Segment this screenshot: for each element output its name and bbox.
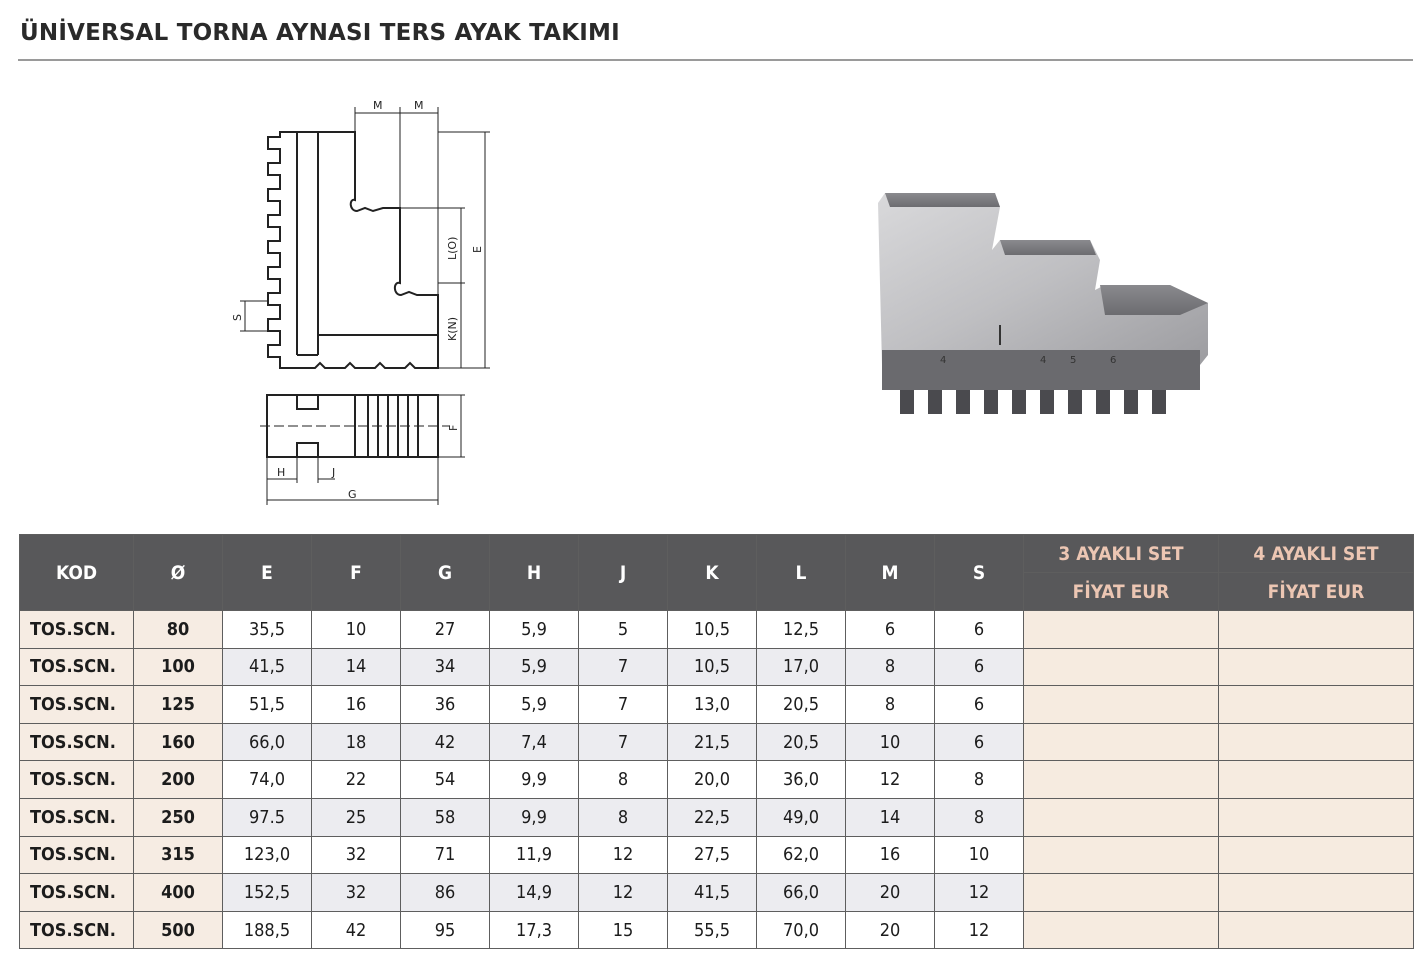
dim-label-s: S (231, 314, 244, 321)
table-cell: 36,0 (757, 761, 846, 799)
table-cell: 9,9 (490, 761, 579, 799)
price-cell-set4 (1219, 648, 1414, 686)
table-cell: 8 (579, 798, 668, 836)
photo-mark-1: 4 (940, 355, 947, 366)
table-cell: 6 (935, 723, 1024, 761)
table-cell: 12 (846, 761, 935, 799)
table-cell: 62,0 (757, 836, 846, 874)
table-cell: 100 (134, 648, 223, 686)
table-cell: 12,5 (757, 611, 846, 649)
title-divider (18, 59, 1413, 61)
table-cell: 8 (579, 761, 668, 799)
table-cell: 160 (134, 723, 223, 761)
table-cell: 7 (579, 686, 668, 724)
page-title: ÜNİVERSAL TORNA AYNASI TERS AYAK TAKIMI (20, 20, 620, 46)
price-cell-set4 (1219, 761, 1414, 799)
table-cell: 27,5 (668, 836, 757, 874)
table-cell: 12 (579, 836, 668, 874)
table-cell: TOS.SCN. (20, 836, 134, 874)
header-h: H (490, 535, 579, 611)
table-cell: 7,4 (490, 723, 579, 761)
table-row (20, 611, 1414, 649)
table-cell: 20,5 (757, 723, 846, 761)
table-cell: 17,0 (757, 648, 846, 686)
table-cell: 41,5 (668, 874, 757, 912)
table-cell: 58 (401, 798, 490, 836)
table-cell: 500 (134, 911, 223, 949)
product-photo (870, 185, 1215, 425)
table-cell: 66,0 (223, 723, 312, 761)
table-cell: 5,9 (490, 686, 579, 724)
table-cell: 123,0 (223, 836, 312, 874)
table-cell: 8 (846, 686, 935, 724)
price-cell-set3 (1024, 723, 1219, 761)
table-cell: 10,5 (668, 611, 757, 649)
table-row (20, 648, 1414, 686)
table-row (20, 836, 1414, 874)
table-cell: 42 (401, 723, 490, 761)
table-cell: 49,0 (757, 798, 846, 836)
table-cell: 32 (312, 874, 401, 912)
table-cell: 22 (312, 761, 401, 799)
table-cell: 315 (134, 836, 223, 874)
table-cell: 14 (312, 648, 401, 686)
price-cell-set4 (1219, 611, 1414, 649)
photo-mark-4: 6 (1110, 355, 1117, 366)
price-cell-set4 (1219, 874, 1414, 912)
table-row (20, 686, 1414, 724)
table-cell: 55,5 (668, 911, 757, 949)
header-set4-bottom: FİYAT EUR (1219, 573, 1414, 611)
table-cell: 41,5 (223, 648, 312, 686)
table-cell: TOS.SCN. (20, 798, 134, 836)
table-cell: 14,9 (490, 874, 579, 912)
dim-label-m1: M (373, 99, 383, 112)
table-cell: 6 (846, 611, 935, 649)
table-cell: 8 (935, 761, 1024, 799)
header-set4-top: 4 AYAKLI SET (1219, 535, 1414, 573)
price-cell-set3 (1024, 761, 1219, 799)
photo-mark-3: 5 (1070, 355, 1077, 366)
table-cell: 17,3 (490, 911, 579, 949)
table-cell: 200 (134, 761, 223, 799)
table-cell: 35,5 (223, 611, 312, 649)
table-cell: 20 (846, 874, 935, 912)
table-cell: 152,5 (223, 874, 312, 912)
price-cell-set3 (1024, 911, 1219, 949)
table-cell: 27 (401, 611, 490, 649)
table-cell: 8 (846, 648, 935, 686)
table-cell: 16 (846, 836, 935, 874)
dim-label-j: J (332, 466, 336, 479)
header-m: M (846, 535, 935, 611)
table-cell: 12 (935, 874, 1024, 912)
price-cell-set3 (1024, 874, 1219, 912)
table-cell: 10 (846, 723, 935, 761)
table-cell: 125 (134, 686, 223, 724)
table-row (20, 874, 1414, 912)
table-cell: 20 (846, 911, 935, 949)
price-cell-set3 (1024, 686, 1219, 724)
table-cell: 5,9 (490, 648, 579, 686)
price-cell-set3 (1024, 798, 1219, 836)
table-row (20, 723, 1414, 761)
table-cell: 12 (935, 911, 1024, 949)
price-cell-set4 (1219, 836, 1414, 874)
header-set3-top: 3 AYAKLI SET (1024, 535, 1219, 573)
table-cell: 10 (935, 836, 1024, 874)
technical-drawing (225, 95, 515, 515)
header-kod: KOD (20, 535, 134, 611)
dim-label-h: H (277, 466, 286, 479)
header-f: F (312, 535, 401, 611)
table-cell: 36 (401, 686, 490, 724)
table-cell: 95 (401, 911, 490, 949)
table-cell: 6 (935, 686, 1024, 724)
price-cell-set3 (1024, 648, 1219, 686)
table-cell: 54 (401, 761, 490, 799)
table-cell: 71 (401, 836, 490, 874)
table-cell: 15 (579, 911, 668, 949)
table-row (20, 761, 1414, 799)
table-cell: TOS.SCN. (20, 761, 134, 799)
price-cell-set4 (1219, 686, 1414, 724)
table-cell: 13,0 (668, 686, 757, 724)
table-cell: TOS.SCN. (20, 723, 134, 761)
table-cell: 10,5 (668, 648, 757, 686)
price-cell-set3 (1024, 836, 1219, 874)
table-cell: 6 (935, 611, 1024, 649)
table-cell: TOS.SCN. (20, 611, 134, 649)
table-cell: 9,9 (490, 798, 579, 836)
table-cell: 8 (935, 798, 1024, 836)
table-cell: 18 (312, 723, 401, 761)
table-cell: 250 (134, 798, 223, 836)
price-cell-set4 (1219, 911, 1414, 949)
table-cell: 188,5 (223, 911, 312, 949)
table-cell: TOS.SCN. (20, 911, 134, 949)
table-cell: 80 (134, 611, 223, 649)
table-cell: TOS.SCN. (20, 648, 134, 686)
header-l: L (757, 535, 846, 611)
spec-table (19, 534, 1414, 949)
table-cell: 21,5 (668, 723, 757, 761)
dim-label-m2: M (414, 99, 424, 112)
table-row (20, 911, 1414, 949)
table-cell: 16 (312, 686, 401, 724)
dim-label-l: L(O) (446, 236, 459, 260)
dim-label-e: E (471, 246, 484, 253)
table-cell: 22,5 (668, 798, 757, 836)
table-cell: 74,0 (223, 761, 312, 799)
table-cell: 7 (579, 723, 668, 761)
table-cell: 12 (579, 874, 668, 912)
table-cell: 70,0 (757, 911, 846, 949)
table-cell: 20,0 (668, 761, 757, 799)
table-cell: TOS.SCN. (20, 874, 134, 912)
table-cell: 10 (312, 611, 401, 649)
table-cell: 6 (935, 648, 1024, 686)
table-cell: 34 (401, 648, 490, 686)
dim-label-f: F (447, 424, 460, 431)
table-cell: 5,9 (490, 611, 579, 649)
dim-label-k: K(N) (446, 316, 459, 341)
price-cell-set3 (1024, 611, 1219, 649)
table-cell: 5 (579, 611, 668, 649)
header-k: K (668, 535, 757, 611)
table-cell: 66,0 (757, 874, 846, 912)
table-cell: 400 (134, 874, 223, 912)
price-cell-set4 (1219, 723, 1414, 761)
header-s: S (935, 535, 1024, 611)
table-cell: 32 (312, 836, 401, 874)
photo-mark-2: 4 (1040, 355, 1047, 366)
header-e: E (223, 535, 312, 611)
jaw-side-profile (268, 132, 438, 368)
table-cell: 14 (846, 798, 935, 836)
header-g: G (401, 535, 490, 611)
dim-label-g: G (348, 488, 357, 501)
table-cell: TOS.SCN. (20, 686, 134, 724)
header-j: J (579, 535, 668, 611)
table-cell: 20,5 (757, 686, 846, 724)
header-diameter: Ø (134, 535, 223, 611)
table-cell: 11,9 (490, 836, 579, 874)
table-cell: 86 (401, 874, 490, 912)
price-cell-set4 (1219, 798, 1414, 836)
table-cell: 42 (312, 911, 401, 949)
table-cell: 51,5 (223, 686, 312, 724)
table-cell: 7 (579, 648, 668, 686)
header-set3-bottom: FİYAT EUR (1024, 573, 1219, 611)
table-row (20, 798, 1414, 836)
table-cell: 97.5 (223, 798, 312, 836)
table-cell: 25 (312, 798, 401, 836)
